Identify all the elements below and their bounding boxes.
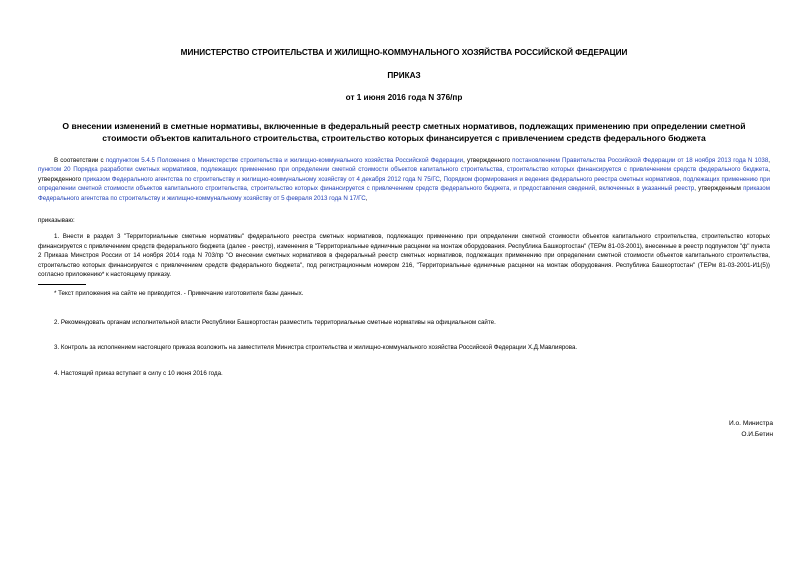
paragraph-2: 2. Рекомендовать органам исполнительной власти Республики Башкортостан разместить территориальные сметные нормативы на официальном сайте.	[54, 318, 496, 326]
intro-text: , утвержденного	[463, 157, 513, 164]
intro-text: ,	[768, 157, 771, 164]
intro-text: ,	[365, 194, 368, 202]
decree-word: приказываю:	[38, 217, 75, 225]
link-ministry-regulation[interactable]: подпунктом 5.4.5 Положения о Министерстве строительства и жилищно-коммунального хозяйства Российской Федерации	[105, 157, 464, 164]
intro-text: ,	[439, 175, 444, 183]
document-type: ПРИКАЗ	[387, 71, 421, 80]
link-development-procedure[interactable]: пунктом 20 Порядка разработки сметных нормативов, подлежащих применению при определении сметной стоимости объектов капитального строительства, строительство которых финансируется с привлечением средств федерального бюджета	[38, 166, 769, 174]
paragraph-3: 3. Контроль за исполнением настоящего приказа возложить на заместителя Министра строительства и жилищно-коммунального хозяйства Российской Федерации Х.Д.Мавлиярова.	[54, 344, 578, 352]
link-government-resolution[interactable]: постановлением Правительства Российской Федерации от 18 ноября 2013 года N 1038	[512, 157, 769, 164]
link-agency-order-17[interactable]: приказом Федерального агентства по строительству и жилищно-коммунальному хозяйству от 5 февраля 2013 года N 17/ГС	[38, 185, 771, 202]
footnote-divider	[38, 284, 86, 285]
link-registry-procedure[interactable]: Порядком формирования и ведения федерального реестра сметных нормативов, подлежащих применению при определении сметной стоимости объектов капитального строительства, строительство которых финансируется с привлечением средств федерального бюджета, и предоставления сведений, включенных в указанный реестр	[38, 175, 770, 193]
paragraph-4: 4. Настоящий приказ вступает в силу с 10 июня 2016 года.	[54, 369, 223, 377]
signatory-position: И.о. Министра	[728, 420, 773, 427]
signatory-name: О.И.Бетин	[741, 431, 773, 438]
intro-paragraph	[38, 156, 770, 203]
signature-block	[729, 418, 773, 440]
paragraph-1: 1. Внести в раздел 3 "Территориальные сметные нормативы" федерального реестра сметных нормативов, подлежащих применению при определении сметной стоимости объектов капитального строительства, строительство которых финансируется с привлечением средств федерального бюджета (далее - реестр), изменения в "Территориальные единичные расценки на монтаж оборудования. Республика Башкортостан" (ТЕРм 81-03-2001), внесенные в реестр подпунктом "ф" пункта 2 Приказа Минстроя России от 14 ноября 2014 года N 703/пр "О внесении сметных нормативов в федеральный реестр сметных нормативов, подлежащих применению при определении сметной стоимости объектов капитального строительства, строительство которых финансируется с привлечением средств федерального бюджета", под регистрационным номером 216, "Территориальные единичные расценки на монтаж оборудования. Республика Башкортостан" (ТЕРм 81-03-2001-И1(5)) согласно приложению* к настоящему приказу.	[38, 233, 770, 279]
intro-text: В соответствии с	[54, 157, 106, 164]
document-title: О внесении изменений в сметные нормативы, включенные в федеральный реестр сметных нормативов, подлежащих применению при определении сметной стоимости объектов капитального строительства, строительство которых финансируется с привлечением средств федерального бюджета	[62, 121, 746, 143]
intro-text: , утвержденного	[38, 166, 770, 183]
document-date-number: от 1 июня 2016 года N 376/пр	[345, 93, 463, 102]
link-agency-order-75[interactable]: приказом Федерального агентства по строительству и жилищно-коммунальному хозяйству от 4 декабря 2012 года N 75/ГС	[82, 175, 440, 183]
intro-text: , утвержденным	[694, 185, 744, 193]
footnote: * Текст приложения на сайте не приводится. - Примечание изготовителя базы данных.	[54, 290, 304, 298]
document-page	[38, 40, 770, 378]
ministry-name: МИНИСТЕРСТВО СТРОИТЕЛЬСТВА И ЖИЛИЩНО-КОММУНАЛЬНОГО ХОЗЯЙСТВА РОССИЙСКОЙ ФЕДЕРАЦИИ	[180, 48, 628, 57]
